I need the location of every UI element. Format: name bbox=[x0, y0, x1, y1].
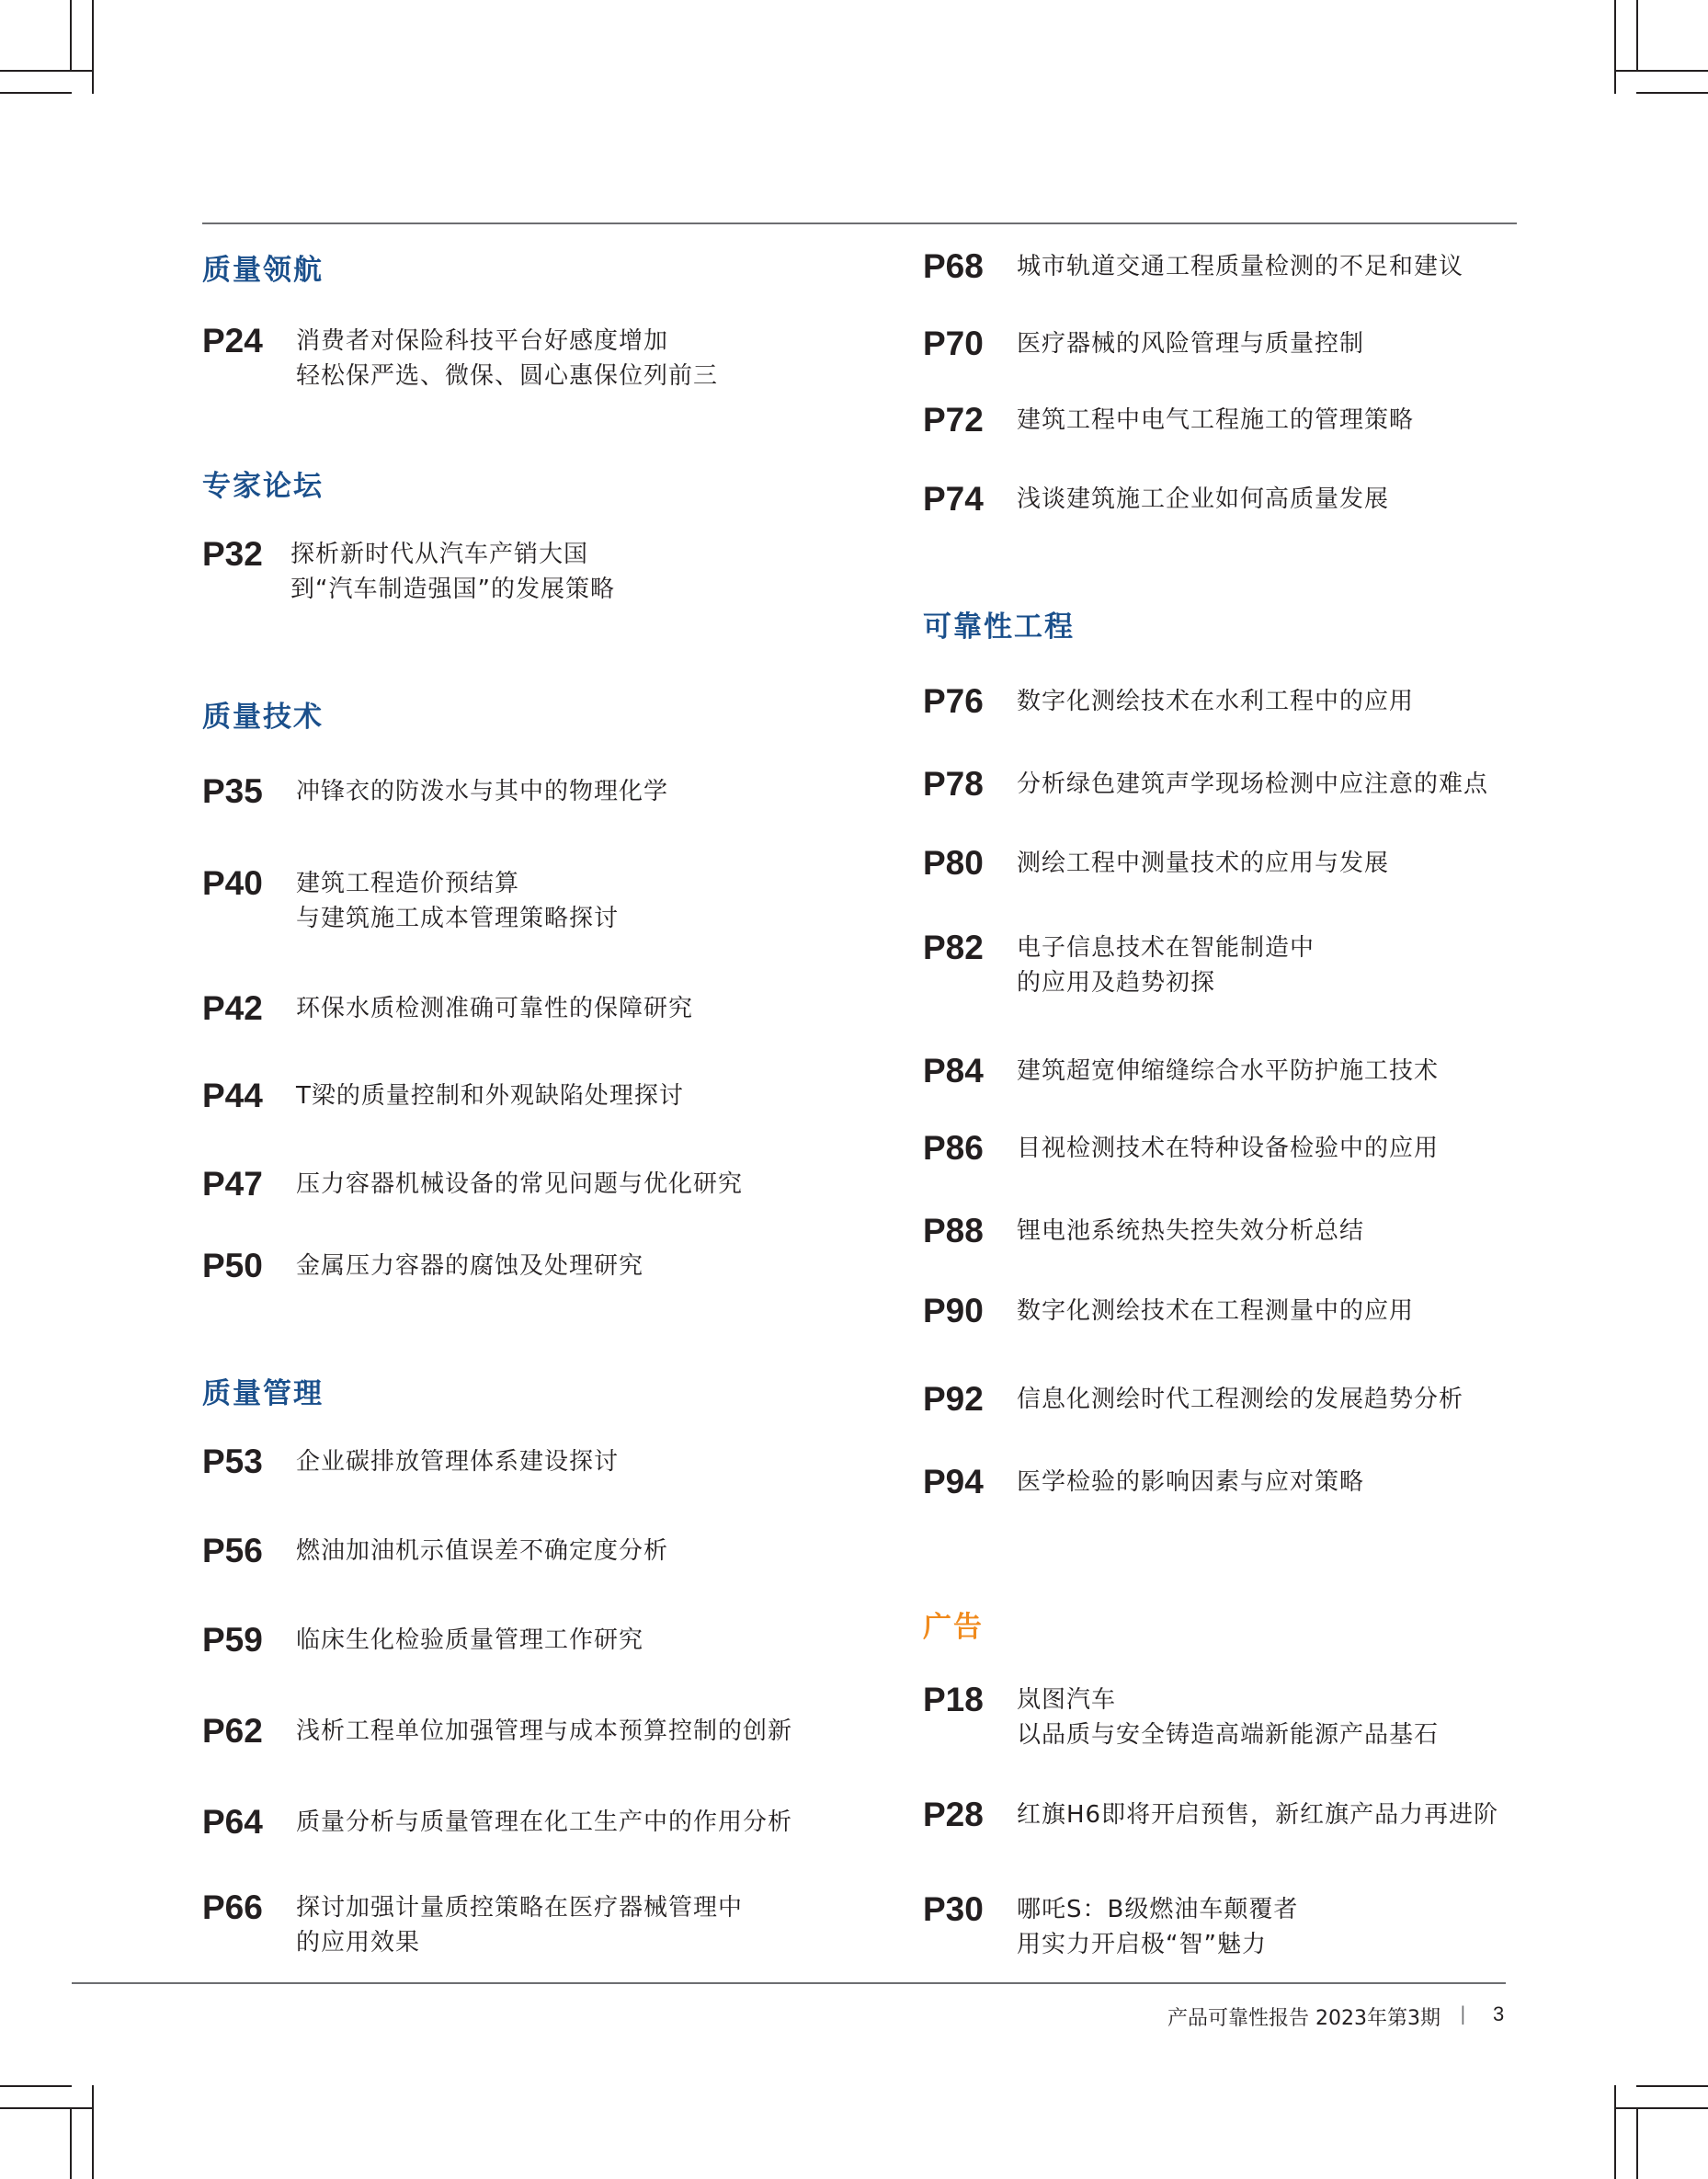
toc-entry[interactable] bbox=[202, 1444, 619, 1479]
toc-entry[interactable] bbox=[202, 1167, 743, 1202]
crop-mark-tr-h bbox=[1636, 92, 1708, 94]
crop-mark-br-v bbox=[1614, 2085, 1616, 2179]
toc-entry[interactable] bbox=[202, 537, 615, 607]
page-number: P74 bbox=[923, 480, 984, 518]
section-title-reliability-engineering: 可靠性工程 bbox=[923, 610, 1075, 644]
entry-title: 环保水质检测准确可靠性的保障研究 bbox=[296, 995, 694, 1022]
toc-entry[interactable] bbox=[923, 767, 1488, 802]
entry-title: 探析新时代从汽车产销大国 到“汽车制造强国”的发展策略 bbox=[290, 541, 615, 603]
toc-entry[interactable] bbox=[923, 1465, 1364, 1500]
toc-entry[interactable] bbox=[923, 1683, 1439, 1752]
crop-mark-tl-v2 bbox=[70, 0, 72, 72]
entry-title: 数字化测绘技术在水利工程中的应用 bbox=[1017, 688, 1415, 715]
entry-title: 消费者对保险科技平台好感度增加 轻松保严选、微保、圆心惠保位列前三 bbox=[296, 327, 719, 390]
toc-entry[interactable] bbox=[923, 1892, 1298, 1962]
toc-entry[interactable] bbox=[202, 1805, 792, 1840]
toc-entry[interactable] bbox=[202, 774, 668, 809]
entry-title: 哪吒S：B级燃油车颠覆者 用实力开启极“智”魅力 bbox=[1017, 1896, 1299, 1958]
entry-title: 城市轨道交通工程质量检测的不足和建议 bbox=[1017, 253, 1464, 280]
page-number: P88 bbox=[923, 1212, 984, 1249]
footer-journal-title: 产品可靠性报告 2023年第3期 bbox=[1167, 2007, 1440, 2030]
crop-mark-bl-h2 bbox=[0, 2107, 94, 2109]
toc-entry[interactable] bbox=[202, 1078, 684, 1113]
entry-title: 燃油加油机示值误差不确定度分析 bbox=[296, 1537, 669, 1565]
toc-entry[interactable] bbox=[923, 1797, 1498, 1832]
toc-entry[interactable] bbox=[923, 684, 1414, 719]
entry-title: 临床生化检验质量管理工作研究 bbox=[296, 1626, 644, 1654]
entry-title: 建筑工程中电气工程施工的管理策略 bbox=[1017, 406, 1415, 434]
page-number: P35 bbox=[202, 772, 263, 810]
page-number: P76 bbox=[923, 682, 984, 720]
crop-mark-tl-v bbox=[92, 0, 94, 94]
bottom-rule bbox=[72, 1982, 1506, 1984]
page-number: P92 bbox=[923, 1380, 984, 1418]
crop-mark-tl-h2 bbox=[0, 70, 94, 72]
footer-separator: | bbox=[1460, 2002, 1466, 2025]
toc-entry[interactable] bbox=[923, 930, 1315, 1000]
page-number: P94 bbox=[923, 1463, 984, 1500]
page-number: P32 bbox=[202, 535, 263, 573]
section-title-advertising: 广告 bbox=[923, 1611, 984, 1644]
page-number: P28 bbox=[923, 1796, 984, 1833]
crop-mark-tl-h bbox=[0, 92, 72, 94]
entry-title: 红旗H6即将开启预售，新红旗产品力再进阶 bbox=[1017, 1801, 1499, 1829]
page-number: P50 bbox=[202, 1247, 263, 1284]
page-number: P84 bbox=[923, 1052, 984, 1090]
entry-title: 电子信息技术在智能制造中 的应用及趋势初探 bbox=[1017, 934, 1315, 997]
toc-entry[interactable] bbox=[202, 866, 619, 936]
entry-title: 建筑超宽伸缩缝综合水平防护施工技术 bbox=[1017, 1057, 1440, 1085]
page-number: P66 bbox=[202, 1888, 263, 1926]
entry-title: 浅析工程单位加强管理与成本预算控制的创新 bbox=[296, 1717, 793, 1745]
page-number: P80 bbox=[923, 844, 984, 882]
crop-mark-tr-h2 bbox=[1614, 70, 1708, 72]
toc-entry[interactable] bbox=[202, 1534, 668, 1569]
crop-mark-tr-v bbox=[1614, 0, 1616, 94]
page-number: P53 bbox=[202, 1443, 263, 1480]
page-number: P68 bbox=[923, 247, 984, 285]
toc-entry[interactable] bbox=[202, 1249, 643, 1283]
entry-title: 医学检验的影响因素与应对策略 bbox=[1017, 1468, 1365, 1496]
entry-title: 分析绿色建筑声学现场检测中应注意的难点 bbox=[1017, 770, 1489, 798]
crop-mark-bl-v bbox=[92, 2085, 94, 2179]
entry-title: 数字化测绘技术在工程测量中的应用 bbox=[1017, 1297, 1415, 1325]
entry-title: T梁的质量控制和外观缺陷处理探讨 bbox=[296, 1082, 684, 1110]
page-number: P90 bbox=[923, 1292, 984, 1329]
entry-title: 岚图汽车 以品质与安全铸造高端新能源产品基石 bbox=[1017, 1686, 1440, 1749]
page-number: P40 bbox=[202, 864, 263, 902]
crop-mark-bl-h bbox=[0, 2085, 72, 2087]
top-rule bbox=[202, 222, 1517, 224]
page-number: P64 bbox=[202, 1803, 263, 1841]
toc-entry[interactable] bbox=[923, 1294, 1414, 1329]
entry-title: 建筑工程造价预结算 与建筑施工成本管理策略探讨 bbox=[296, 870, 620, 932]
entry-title: 医疗器械的风险管理与质量控制 bbox=[1017, 330, 1365, 358]
toc-entry[interactable] bbox=[202, 1623, 643, 1658]
toc-entry[interactable] bbox=[923, 482, 1389, 517]
toc-entry[interactable] bbox=[923, 326, 1364, 361]
crop-mark-br-h2 bbox=[1614, 2107, 1708, 2109]
page-number: P18 bbox=[923, 1681, 984, 1718]
section-title-quality-navigation: 质量领航 bbox=[202, 254, 324, 287]
entry-title: 测绘工程中测量技术的应用与发展 bbox=[1017, 850, 1390, 877]
toc-entry[interactable] bbox=[923, 403, 1414, 438]
toc-entry[interactable] bbox=[202, 1890, 743, 1960]
page-number: P78 bbox=[923, 765, 984, 803]
page-number: P72 bbox=[923, 401, 984, 439]
toc-entry[interactable] bbox=[202, 1714, 792, 1749]
page-number: P56 bbox=[202, 1532, 263, 1569]
entry-title: 信息化测绘时代工程测绘的发展趋势分析 bbox=[1017, 1386, 1464, 1413]
page-number: P70 bbox=[923, 325, 984, 362]
toc-entry[interactable] bbox=[923, 1131, 1439, 1166]
section-title-quality-management: 质量管理 bbox=[202, 1377, 324, 1410]
entry-title: 企业碳排放管理体系建设探讨 bbox=[296, 1448, 620, 1476]
entry-title: 压力容器机械设备的常见问题与优化研究 bbox=[296, 1170, 744, 1198]
page-number: P62 bbox=[202, 1712, 263, 1750]
crop-mark-br-v2 bbox=[1636, 2107, 1638, 2179]
entry-title: 浅谈建筑施工企业如何高质量发展 bbox=[1017, 485, 1390, 513]
section-title-quality-technology: 质量技术 bbox=[202, 701, 324, 734]
toc-entry[interactable] bbox=[202, 991, 693, 1026]
page-number: P44 bbox=[202, 1077, 263, 1114]
footer-page-number: 3 bbox=[1493, 2002, 1505, 2025]
toc-entry[interactable] bbox=[202, 324, 718, 394]
page-number: P86 bbox=[923, 1129, 984, 1167]
entry-title: 锂电池系统热失控失效分析总结 bbox=[1017, 1217, 1365, 1245]
toc-entry[interactable] bbox=[923, 846, 1389, 881]
entry-title: 冲锋衣的防泼水与其中的物理化学 bbox=[296, 778, 669, 805]
toc-entry[interactable] bbox=[923, 1054, 1439, 1089]
toc-entry[interactable] bbox=[923, 1382, 1463, 1417]
page-number: P24 bbox=[202, 322, 263, 359]
section-title-expert-forum: 专家论坛 bbox=[202, 470, 324, 503]
entry-title: 质量分析与质量管理在化工生产中的作用分析 bbox=[296, 1808, 793, 1836]
page-number: P30 bbox=[923, 1890, 984, 1928]
entry-title: 探讨加强计量质控策略在医疗器械管理中 的应用效果 bbox=[296, 1894, 744, 1957]
crop-mark-br-h bbox=[1636, 2085, 1708, 2087]
crop-mark-tr-v2 bbox=[1636, 0, 1638, 72]
page-number: P47 bbox=[202, 1165, 263, 1203]
page-number: P82 bbox=[923, 929, 984, 966]
entry-title: 金属压力容器的腐蚀及处理研究 bbox=[296, 1252, 644, 1280]
toc-entry[interactable] bbox=[923, 249, 1463, 284]
toc-entry[interactable] bbox=[923, 1214, 1364, 1249]
page-number: P42 bbox=[202, 989, 263, 1027]
page-number: P59 bbox=[202, 1621, 263, 1659]
entry-title: 目视检测技术在特种设备检验中的应用 bbox=[1017, 1135, 1440, 1162]
crop-mark-bl-v2 bbox=[70, 2107, 72, 2179]
